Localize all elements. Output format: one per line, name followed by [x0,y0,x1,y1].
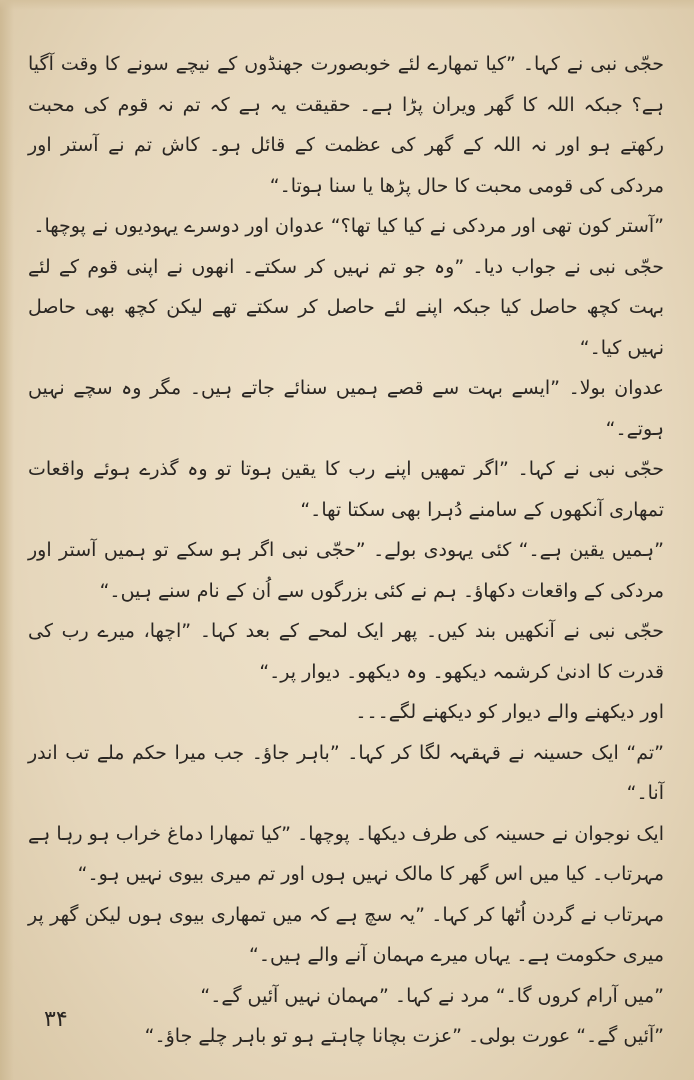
paragraph: ”تم“ ایک حسینہ نے قہقہہ لگا کر کہا۔ ”باہر جاؤ۔ جب میرا حکم ملے تب اندر آنا۔“ [28,741,664,804]
page-number: ۳۴ [44,1007,68,1032]
page-top-shadow [0,0,694,10]
paragraph: ایک نوجوان نے حسینہ کی طرف دیکھا۔ پوچھا۔ ”کیا تمھارا دماغ خراب ہو رہا ہے مہرتاب۔ کیا میں اس گھر کا مالک نہیں ہوں اور تم میری بیوی نہیں ہو۔“ [28,822,664,885]
urdu-text-body [28,44,664,1057]
paragraph: ”آستر کون تھی اور مردکی نے کیا کیا تھا؟“ عدوان اور دوسرے یہودیوں نے پوچھا۔ [33,215,664,237]
paragraph: ”آئیں گے۔“ عورت بولی۔ ”عزت بچانا چاہتے ہو تو باہر چلے جاؤ۔“ [144,1025,664,1047]
paragraph: حجّی نبی نے جواب دیا۔ ”وہ جو تم نہیں کر سکتے۔ انھوں نے اپنی قوم کے لئے بہت کچھ حاصل کیا جبکہ اپنے لئے حاصل کر سکتے تھے لیکن کچھ بھی حاصل نہیں کیا۔“ [28,255,664,359]
paragraph: حجّی نبی نے کہا۔ ”کیا تمھارے لئے خوبصورت جھنڈوں کے نیچے سونے کا وقت آگیا ہے؟ جبکہ اللہ کا گھر ویران پڑا ہے۔ حقیقت یہ ہے کہ تم نہ قوم کی محبت رکھتے ہو اور نہ اللہ کے گھر کی عظمت کے قائل ہو۔ کاش تم نے آستر اور مردکی کی قومی محبت کا حال پڑھا یا سنا ہوتا۔“ [28,53,664,197]
paragraph: عدوان بولا۔ ”ایسے بہت سے قصے ہمیں سنائے جاتے ہیں۔ مگر وہ سچے نہیں ہوتے۔“ [28,377,664,440]
paragraph: ”ہمیں یقین ہے۔“ کئی یہودی بولے۔ ”حجّی نبی اگر ہو سکے تو ہمیں آستر اور مردکی کے واقعات دکھاؤ۔ ہم نے کئی بزرگوں سے اُن کے نام سنے ہیں۔“ [28,539,664,602]
page-edge-shadow [0,0,14,1080]
paragraph: حجّی نبی نے کہا۔ ”اگر تمھیں اپنے رب کا یقین ہوتا تو وہ گذرے ہوئے واقعات تمھاری آنکھوں کے سامنے دُہرا بھی سکتا تھا۔“ [28,458,664,521]
paragraph: حجّی نبی نے آنکھیں بند کیں۔ پھر ایک لمحے کے بعد کہا۔ ”اچھا، میرے رب کی قدرت کا ادنیٰ کرشمہ دیکھو۔ وہ دیکھو۔ دیوار پر۔“ [28,620,664,683]
paragraph: اور دیکھنے والے دیوار کو دیکھنے لگے۔۔۔ [355,701,664,723]
paragraph: مہرتاب نے گردن اُٹھا کر کہا۔ ”یہ سچ ہے کہ میں تمھاری بیوی ہوں لیکن گھر پر میری حکومت ہے۔ یہاں میرے مہمان آنے والے ہیں۔“ [28,903,664,966]
paragraph: ”میں آرام کروں گا۔“ مرد نے کہا۔ ”مہمان نہیں آئیں گے۔“ [200,984,664,1007]
